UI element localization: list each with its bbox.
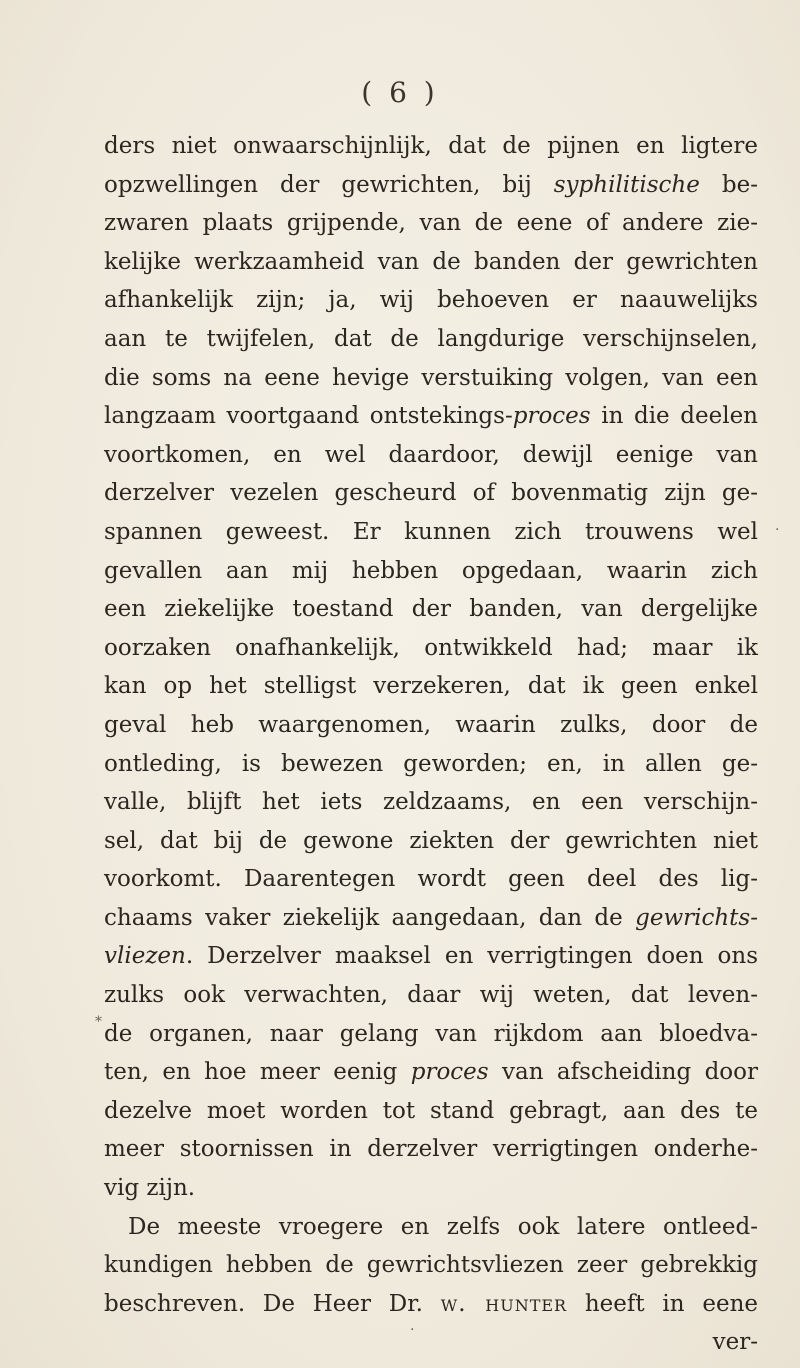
text-line-4: kelijke werkzaamheid van de banden der gewrichten (104, 248, 758, 275)
text-line-2: opzwellingen der gewrichten, bij syphilitische be- (104, 171, 759, 198)
text-line-7: die soms na eene hevige verstuiking volgen, van een (104, 364, 758, 391)
page-number: ( 6 ) (361, 76, 439, 109)
text-line-26: dezelve moet worden tot stand gebragt, aan des te (104, 1097, 758, 1124)
author-name: w. hunter (440, 1290, 568, 1317)
text-line-27: meer stoornissen in derzelver verrigtingen onderhe- (104, 1136, 758, 1163)
text-line-10: derzelver vezelen gescheurd of bovenmatig zijn ge- (104, 480, 758, 507)
body-text (104, 127, 758, 1362)
italic-word: proces (512, 403, 591, 430)
text-line-15: kan op het stelligst verzekeren, dat ik geen enkel (104, 673, 758, 700)
text-line-24: de organen, naar gelang van rijkdom aan bloedva- (104, 1020, 758, 1047)
text-line-29: De meeste vroegere en zelfs ook latere ontleed- (128, 1213, 758, 1240)
text-line-30: kundigen hebben de gewrichtsvliezen zeer gebrekkig (104, 1252, 758, 1279)
margin-speck: . (775, 518, 780, 534)
text-line-3: zwaren plaats grijpende, van de eene of andere zie- (104, 210, 758, 237)
text-line-5: afhankelijk zijn; ja, wij behoeven er naauwelijks (104, 287, 758, 314)
italic-word: vliezen (104, 943, 186, 970)
italic-word: proces (410, 1059, 489, 1086)
text-line-20: voorkomt. Daarentegen wordt geen deel des lig- (104, 866, 758, 893)
text-line-6: aan te twijfelen, dat de langdurige verschijnselen, (104, 325, 758, 352)
text-line-13: een ziekelijke toestand der banden, van dergelijke (104, 596, 758, 623)
text-line-28: vig zijn. (104, 1175, 196, 1202)
text-line-19: sel, dat bij de gewone ziekten der gewrichten niet (104, 827, 758, 854)
text-line-9: voortkomen, en wel daardoor, dewijl eenige van (104, 441, 758, 468)
catchword: ver- (712, 1329, 758, 1356)
margin-speck: . (410, 1318, 415, 1334)
text-line-31: beschreven. De Heer Dr. w. hunter heeft in eene (104, 1290, 758, 1317)
text-line-21: chaams vaker ziekelijk aangedaan, dan de gewrichts- (104, 904, 758, 931)
text-line-11: spannen geweest. Er kunnen zich trouwens wel (104, 518, 758, 545)
text-line-18: valle, blijft het iets zeldzaams, en een verschijn- (104, 789, 758, 816)
text-line-22: vliezen. Derzelver maaksel en verrigtingen doen ons (104, 943, 758, 970)
italic-word: gewrichts- (635, 904, 758, 931)
text-line-17: ontleding, is bewezen geworden; en, in allen ge- (104, 750, 758, 777)
text-line-16: geval heb waargenomen, waarin zulks, door de (104, 711, 758, 738)
text-line-25: ten, en hoe meer eenig proces van afscheiding door (104, 1059, 758, 1086)
italic-word: syphilitische (553, 171, 700, 198)
text-line-1: ders niet onwaarschijnlijk, dat de pijnen en ligtere (104, 133, 758, 159)
text-line-23: zulks ook verwachten, daar wij weten, dat leven- (104, 982, 758, 1009)
text-line-14: oorzaken onafhankelijk, ontwikkeld had; maar ik (104, 634, 758, 661)
text-line-8: langzaam voortgaand ontstekings-proces in die deelen (104, 403, 758, 430)
margin-speck: * (95, 1014, 102, 1030)
text-line-12: gevallen aan mij hebben opgedaan, waarin zich (104, 557, 758, 584)
